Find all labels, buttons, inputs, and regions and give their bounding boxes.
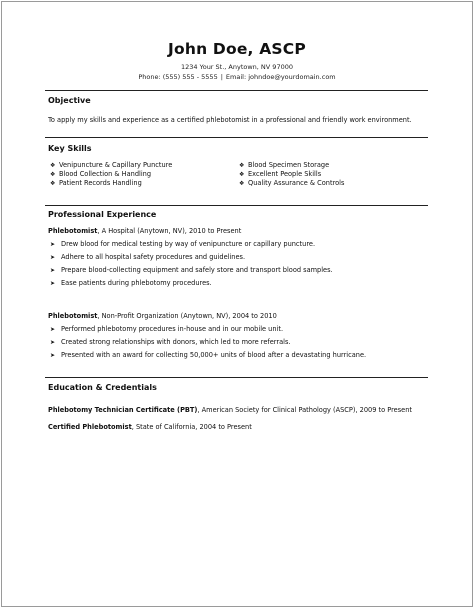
duty-text: Adhere to all hospital safety procedures and guidelines. [61,253,246,261]
skill-label: Excellent People Skills [248,170,322,178]
credential-item [48,406,428,415]
skill-item [239,170,344,179]
arrow-bullet-icon: ➤ [50,352,56,359]
skill-label: Blood Specimen Storage [248,161,330,169]
skill-label: Venipuncture & Capillary Puncture [59,161,173,169]
skill-item [50,179,172,188]
duty-text: Ease patients during phlebotomy procedures. [61,279,212,287]
diamond-bullet-icon: ❖ [239,180,245,187]
skills-right-column [239,161,344,188]
diamond-bullet-icon: ❖ [50,180,56,187]
skill-item [239,161,344,170]
skill-item [50,161,172,170]
diamond-bullet-icon: ❖ [50,171,56,178]
job-title-2 [48,312,277,321]
credential-item [48,423,428,432]
experience-top-rule [45,205,428,206]
contact-line [2,73,472,81]
objective-heading: Objective [48,96,91,105]
resume-page [1,1,473,607]
job-detail: , Non-Profit Organization (Anytown, NV), 2004 to 2010 [97,312,277,320]
duty-item [50,336,430,349]
skills-left-column [50,161,172,188]
duty-text: Created strong relationships with donors, which led to more referrals. [61,338,291,346]
objective-text: To apply my skills and experience as a certified phlebotomist in a professional and friendly work environment. [48,116,412,124]
credential-detail: , American Society for Clinical Pathology (ASCP), 2009 to Present [197,406,412,414]
job-role: Phlebotomist [48,312,98,320]
job-1-duties [50,238,430,290]
diamond-bullet-icon: ❖ [239,171,245,178]
arrow-bullet-icon: ➤ [50,254,56,261]
arrow-bullet-icon: ➤ [50,280,56,287]
candidate-name: John Doe, ASCP [168,40,306,58]
duty-text: Presented with an award for collecting 50,000+ units of blood after a devastating hurricane. [61,351,367,359]
skill-label: Patient Records Handling [59,179,142,187]
arrow-bullet-icon: ➤ [50,339,56,346]
skill-item [239,179,344,188]
experience-heading: Professional Experience [48,210,157,219]
email-text: Email: johndoe@yourdomain.com [225,73,336,81]
phone-text: Phone: (555) 555 - 5555 [138,73,218,81]
education-heading: Education & Credentials [48,383,157,392]
contact-separator: | [220,73,223,81]
duty-item [50,323,430,336]
duty-item [50,238,430,251]
skill-label: Quality Assurance & Controls [248,179,345,187]
duty-text: Prepare blood-collecting equipment and safely store and transport blood samples. [61,266,333,274]
diamond-bullet-icon: ❖ [50,162,56,169]
duty-item [50,349,430,362]
education-top-rule [45,377,428,378]
duty-item [50,251,430,264]
job-detail: , A Hospital (Anytown, NV), 2010 to Present [97,227,242,235]
job-title-1 [48,227,241,236]
arrow-bullet-icon: ➤ [50,267,56,274]
credential-detail: , State of California, 2004 to Present [131,423,252,431]
skills-top-rule [45,137,428,138]
duty-item [50,264,430,277]
duty-item [50,277,430,290]
skill-item [50,170,172,179]
job-2-duties [50,323,430,362]
address-line: 1234 Your St., Anytown, NV 97000 [181,63,293,71]
duty-text: Performed phlebotomy procedures in-house and in our mobile unit. [61,325,284,333]
job-role: Phlebotomist [48,227,98,235]
diamond-bullet-icon: ❖ [239,162,245,169]
credential-title: Certified Phlebotomist [48,423,132,431]
credential-title: Phlebotomy Technician Certificate (PBT) [48,406,198,414]
skill-label: Blood Collection & Handling [59,170,152,178]
arrow-bullet-icon: ➤ [50,241,56,248]
arrow-bullet-icon: ➤ [50,326,56,333]
skills-heading: Key Skills [48,144,92,153]
objective-top-rule [45,90,428,91]
duty-text: Drew blood for medical testing by way of venipuncture or capillary puncture. [61,240,316,248]
